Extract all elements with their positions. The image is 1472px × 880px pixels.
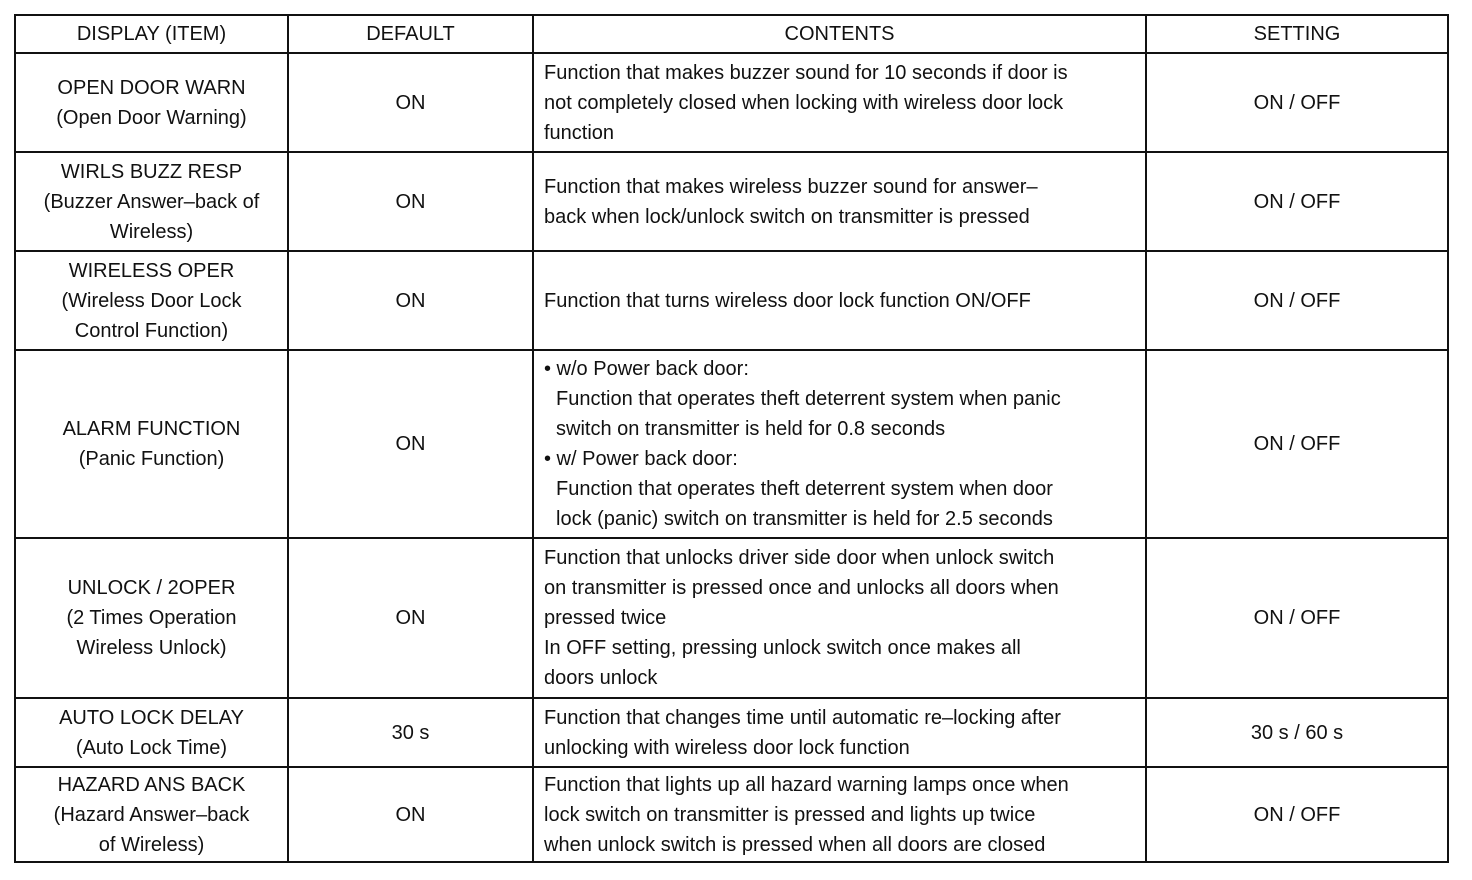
contents-line: Function that turns wireless door lock function ON/OFF [544,289,1031,312]
display-item-name: WIRLS BUZZ RESP [60,160,243,183]
display-item-name: ALARM FUNCTION [62,418,241,440]
contents-bullet-title: • w/o Power back door: [544,358,749,380]
default-value-cell: ON [288,251,533,350]
setting-cell: ON / OFF [1146,767,1448,862]
display-item-description: (Auto Lock Time) [75,736,228,759]
contents-cell [533,251,1146,350]
display-item-description: (Open Door Warning) [56,106,247,129]
default-value-cell: ON [288,152,533,251]
contents-cell [533,152,1146,251]
contents-line: Function that makes wireless buzzer sound for answer– [544,175,1038,198]
contents-line: Function that lights up all hazard warning lamps once when [544,773,1069,796]
table-row [15,350,1448,538]
setting-cell: ON / OFF [1146,251,1448,350]
table-row [15,251,1448,350]
display-item-cell [15,698,288,767]
contents-line: doors unlock [544,667,658,689]
display-item-name: OPEN DOOR WARN [57,76,246,99]
display-item-description: (Panic Function) [78,448,225,470]
contents-cell [533,350,1146,538]
contents-line: In OFF setting, pressing unlock switch once makes all [544,637,1021,659]
contents-line: Function that changes time until automatic re–locking after [544,706,1061,729]
contents-line: not completely closed when locking with wireless door lock [544,91,1064,114]
contents-line: function [544,121,615,144]
setting-cell: ON / OFF [1146,538,1448,698]
display-item-description: (2 Times Operation [66,607,237,629]
header-contents: CONTENTS [533,15,1146,53]
contents-line: back when lock/unlock switch on transmitter is pressed [544,205,1030,228]
display-item-description: Control Function) [74,319,229,342]
display-item-description: (Buzzer Answer–back of [43,190,260,213]
contents-line: when unlock switch is pressed when all doors are closed [544,833,1046,856]
display-item-name: UNLOCK / 2OPER [67,577,236,599]
setting-cell: ON / OFF [1146,53,1448,152]
table-row [15,698,1448,767]
display-item-description: Wireless) [109,220,194,243]
display-item-name: HAZARD ANS BACK [57,773,246,796]
default-value-cell: ON [288,538,533,698]
display-item-name: WIRELESS OPER [68,259,235,282]
display-item-cell [15,350,288,538]
default-value-cell: ON [288,53,533,152]
header-display-item: DISPLAY (ITEM) [15,15,288,53]
contents-line: Function that operates theft deterrent system when panic [556,388,1061,410]
header-setting: SETTING [1146,15,1448,53]
contents-line: lock switch on transmitter is pressed and lights up twice [544,803,1036,826]
display-item-description: of Wireless) [98,833,205,856]
wireless-door-lock-customize-table [14,14,1449,863]
table-row [15,767,1448,862]
contents-bullet-title: • w/ Power back door: [544,448,738,470]
display-item-cell [15,538,288,698]
setting-cell: ON / OFF [1146,350,1448,538]
display-item-cell [15,53,288,152]
display-item-description: (Hazard Answer–back [53,803,250,826]
display-item-name: AUTO LOCK DELAY [59,706,244,729]
contents-cell [533,53,1146,152]
display-item-cell [15,251,288,350]
table-row [15,538,1448,698]
contents-line: on transmitter is pressed once and unlocks all doors when [544,577,1059,599]
table-header-row [15,15,1448,53]
header-default: DEFAULT [288,15,533,53]
display-item-description: Wireless Unlock) [76,637,227,659]
contents-cell [533,538,1146,698]
display-item-cell [15,152,288,251]
default-value-cell: 30 s [288,698,533,767]
default-value-cell: ON [288,350,533,538]
table-row [15,53,1448,152]
setting-cell: ON / OFF [1146,152,1448,251]
contents-cell [533,767,1146,862]
setting-cell: 30 s / 60 s [1146,698,1448,767]
contents-line: Function that unlocks driver side door when unlock switch [544,547,1055,569]
contents-cell [533,698,1146,767]
contents-line: Function that makes buzzer sound for 10 seconds if door is [544,61,1068,84]
display-item-cell [15,767,288,862]
table-row [15,152,1448,251]
display-item-description: (Wireless Door Lock [61,289,242,312]
contents-line: switch on transmitter is held for 0.8 seconds [556,418,946,440]
contents-line: pressed twice [544,607,667,629]
contents-line: unlocking with wireless door lock function [544,736,910,759]
customize-table-container [14,14,1447,863]
default-value-cell: ON [288,767,533,862]
contents-line: lock (panic) switch on transmitter is held for 2.5 seconds [556,508,1053,530]
contents-line: Function that operates theft deterrent system when door [556,478,1053,500]
